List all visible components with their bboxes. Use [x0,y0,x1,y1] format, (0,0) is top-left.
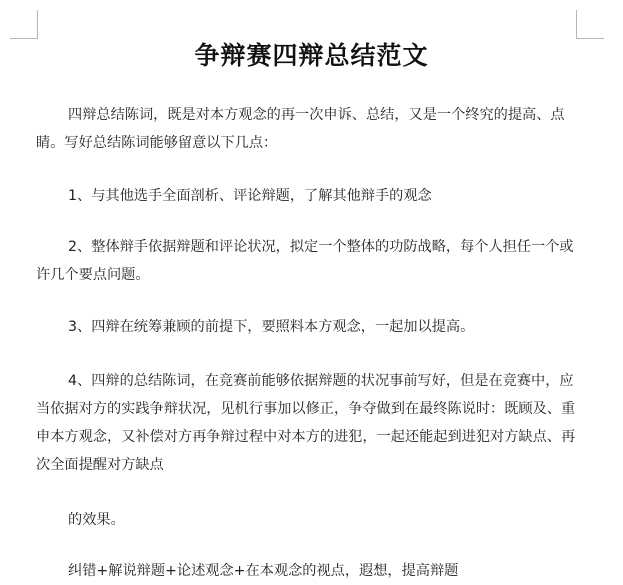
document-title: 争辩赛四辩总结范文 [194,41,429,70]
crop-mark-top-left [10,38,38,39]
crop-mark-top-left [37,10,38,39]
paragraph-intro: 四辩总结陈词，既是对本方观念的再一次申诉、总结，又是一个终究的提高、点睛。写好总结陈词能够留意以下几点： [36,107,565,151]
paragraph-point-4: 4、四辩的总结陈词，在竞赛前能够依据辩题的状况事前写好，但是在竞赛中，应当依据对方的实践争辩状况，见机行事加以修正，争夺做到在最终陈说时：既顾及、重申本方观念，又补偿对方再争辩过程中对本方的进犯，一起还能起到进犯对方缺点、再次全面提醒对方缺点 [36,373,576,473]
paragraph-point-3: 3、四辩在统筹兼顾的前提下，要照料本方观念，一起加以提高。 [68,319,475,335]
paragraph-point-1: 1、与其他选手全面剖析、评论辩题，了解其他辩手的观念 [68,188,432,204]
paragraph-point-2: 2、整体辩手依据辩题和评论状况，拟定一个整体的功防战略，每个人担任一个或许几个要点问题。 [36,239,574,283]
crop-mark-top-right [576,38,604,39]
paragraph-effect: 的效果。 [68,512,125,528]
paragraph-summary: 纠错+解说辩题+论述观念+在本观念的视点，遐想，提高辩题 [68,563,459,579]
crop-mark-top-right [576,10,577,39]
